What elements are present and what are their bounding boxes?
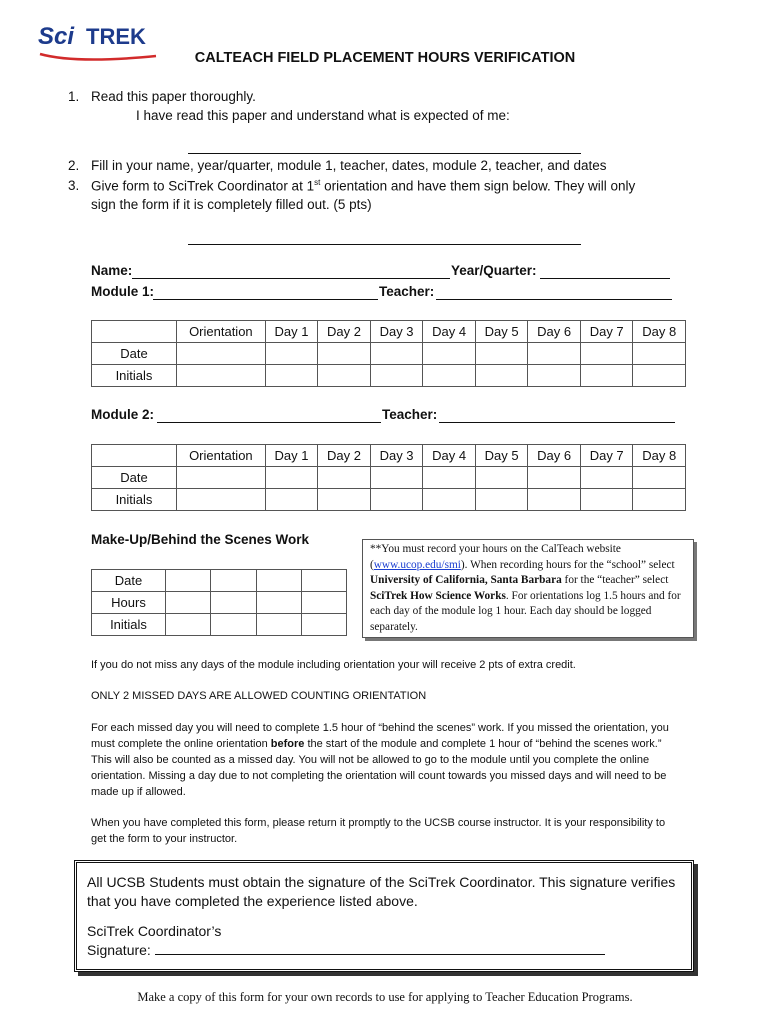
calteach-link[interactable]: www.ucop.edu/smi bbox=[373, 558, 461, 571]
table-cell[interactable] bbox=[580, 489, 633, 511]
signature-box bbox=[74, 860, 694, 972]
header-day-4: Day 4 bbox=[423, 445, 476, 467]
extra-credit-text: If you do not miss any days of the module including orientation your will receive 2 pts of extra credit. bbox=[91, 659, 576, 671]
name-label: Name: bbox=[91, 263, 133, 278]
missed-bold: before bbox=[270, 738, 305, 750]
table-cell[interactable] bbox=[475, 467, 528, 489]
table-cell[interactable] bbox=[423, 467, 476, 489]
note-text-1: **You must record your hours on the CalTeach website ( bbox=[370, 543, 621, 571]
signature-label: Signature: bbox=[87, 942, 151, 958]
item-2-text: Fill in your name, year/quarter, module 1, teacher, dates, module 2, teacher, and dates bbox=[91, 158, 607, 173]
table-cell[interactable] bbox=[211, 570, 256, 592]
table-cell[interactable] bbox=[580, 343, 633, 365]
table-row bbox=[92, 614, 347, 636]
name-field[interactable] bbox=[132, 278, 450, 279]
table-cell[interactable] bbox=[528, 467, 581, 489]
table-cell[interactable] bbox=[370, 467, 423, 489]
item-3-number: 3. bbox=[68, 178, 80, 193]
table-cell[interactable] bbox=[166, 614, 211, 636]
table-cell[interactable] bbox=[265, 489, 318, 511]
table-row bbox=[92, 570, 347, 592]
row-label-date: Date bbox=[92, 570, 166, 592]
table-cell[interactable] bbox=[318, 467, 371, 489]
module-1-label: Module 1: bbox=[91, 284, 154, 299]
header-day-7: Day 7 bbox=[580, 321, 633, 343]
footer-text: Make a copy of this form for your own records to use for applying to Teacher Education Programs. bbox=[137, 990, 633, 1004]
table-cell[interactable] bbox=[256, 570, 301, 592]
table-cell[interactable] bbox=[177, 343, 266, 365]
logo-trek: TREK bbox=[86, 24, 146, 49]
teacher-2-label: Teacher: bbox=[382, 407, 438, 422]
signature-instructions: All UCSB Students must obtain the signature of the SciTrek Coordinator. This signature verifies that you have completed the experience listed above. bbox=[87, 874, 676, 909]
missed-day-paragraph bbox=[91, 720, 676, 800]
row-label-initials: Initials bbox=[92, 614, 166, 636]
header-day-4: Day 4 bbox=[423, 321, 476, 343]
row-label-hours: Hours bbox=[92, 592, 166, 614]
header-day-1: Day 1 bbox=[265, 321, 318, 343]
table-row bbox=[92, 365, 686, 387]
table-cell[interactable] bbox=[301, 592, 346, 614]
table-cell[interactable] bbox=[166, 592, 211, 614]
note-bold-school: University of California, Santa Barbara bbox=[370, 574, 562, 586]
table-row bbox=[92, 343, 686, 365]
row-label-date: Date bbox=[92, 343, 177, 365]
header-orientation: Orientation bbox=[177, 445, 266, 467]
row-label-initials: Initials bbox=[92, 489, 177, 511]
header-day-3: Day 3 bbox=[370, 321, 423, 343]
module-1-table bbox=[91, 320, 686, 387]
makeup-table bbox=[91, 569, 347, 636]
header-day-8: Day 8 bbox=[633, 321, 686, 343]
table-cell[interactable] bbox=[301, 614, 346, 636]
module-2-field[interactable] bbox=[157, 422, 381, 423]
page-title: CALTEACH FIELD PLACEMENT HOURS VERIFICATION bbox=[194, 50, 576, 66]
year-quarter-label: Year/Quarter: bbox=[451, 263, 537, 278]
table-cell[interactable] bbox=[265, 467, 318, 489]
table-cell[interactable] bbox=[177, 365, 266, 387]
table-cell[interactable] bbox=[580, 467, 633, 489]
table-row bbox=[92, 489, 686, 511]
row-label-date: Date bbox=[92, 467, 177, 489]
table-cell[interactable] bbox=[211, 592, 256, 614]
item-3-sup: st bbox=[314, 178, 321, 187]
table-cell[interactable] bbox=[423, 343, 476, 365]
header-orientation: Orientation bbox=[177, 321, 266, 343]
item-2-number: 2. bbox=[68, 158, 80, 173]
acknowledge-signature-line[interactable] bbox=[188, 153, 581, 154]
table-cell[interactable] bbox=[177, 467, 266, 489]
header-day-6: Day 6 bbox=[528, 321, 581, 343]
item-1-sub: I have read this paper and understand what is expected of me: bbox=[136, 108, 510, 123]
item-3-text-c: sign the form if it is completely filled out. (5 pts) bbox=[91, 197, 372, 212]
header-day-3: Day 3 bbox=[370, 445, 423, 467]
module-2-label: Module 2: bbox=[91, 407, 154, 422]
table-cell[interactable] bbox=[633, 489, 686, 511]
table-cell[interactable] bbox=[423, 489, 476, 511]
table-cell[interactable] bbox=[475, 489, 528, 511]
year-quarter-field[interactable] bbox=[540, 278, 670, 279]
table-cell[interactable] bbox=[318, 489, 371, 511]
table-cell[interactable] bbox=[301, 570, 346, 592]
item-1-number: 1. bbox=[68, 89, 80, 104]
calteach-note bbox=[362, 539, 694, 638]
table-corner-cell bbox=[92, 445, 177, 467]
item-3-text bbox=[91, 178, 635, 194]
return-paragraph: When you have completed this form, please return it promptly to the UCSB course instructor. It is your responsibility to get the form to your instructor. bbox=[91, 817, 666, 845]
table-cell[interactable] bbox=[528, 343, 581, 365]
table-cell[interactable] bbox=[256, 614, 301, 636]
teacher-1-field[interactable] bbox=[436, 299, 672, 300]
table-cell[interactable] bbox=[265, 365, 318, 387]
table-header-row bbox=[92, 321, 686, 343]
makeup-heading: Make-Up/Behind the Scenes Work bbox=[91, 532, 310, 547]
coordinator-label: SciTrek Coordinator’s bbox=[87, 923, 222, 939]
header-day-5: Day 5 bbox=[475, 321, 528, 343]
item-3-text-b: orientation and have them sign below. They will only bbox=[320, 178, 636, 194]
table-cell[interactable] bbox=[166, 570, 211, 592]
table-cell[interactable] bbox=[580, 365, 633, 387]
table-cell[interactable] bbox=[633, 343, 686, 365]
header-day-5: Day 5 bbox=[475, 445, 528, 467]
teacher-2-field[interactable] bbox=[439, 422, 675, 423]
row-label-initials: Initials bbox=[92, 365, 177, 387]
note-bold-teacher: SciTrek How Science Works bbox=[370, 589, 506, 602]
header-day-2: Day 2 bbox=[318, 321, 371, 343]
teacher-1-label: Teacher: bbox=[379, 284, 435, 299]
header-day-8: Day 8 bbox=[633, 445, 686, 467]
item-3-text-a: Give form to SciTrek Coordinator at 1 bbox=[91, 178, 315, 194]
table-cell[interactable] bbox=[423, 365, 476, 387]
table-cell[interactable] bbox=[370, 489, 423, 511]
signature-row bbox=[87, 941, 681, 960]
table-corner-cell bbox=[92, 321, 177, 343]
student-signature-line[interactable] bbox=[188, 244, 581, 245]
header-day-1: Day 1 bbox=[265, 445, 318, 467]
table-cell[interactable] bbox=[633, 365, 686, 387]
table-cell[interactable] bbox=[528, 365, 581, 387]
missed-days-text: ONLY 2 MISSED DAYS ARE ALLOWED COUNTING ORIENTATION bbox=[91, 690, 427, 702]
table-cell[interactable] bbox=[256, 592, 301, 614]
header-day-7: Day 7 bbox=[580, 445, 633, 467]
table-row bbox=[92, 467, 686, 489]
table-cell[interactable] bbox=[528, 489, 581, 511]
missed-text-b: the start of the module and complete 1 hour of “behind the scenes work.” This will also be counted as a missed day. You will not be allowed to go to the module until you complete the online orientation. Missing a day due to not completing the orientation will count towards you missed days and will need to be made up if allowed. bbox=[91, 738, 667, 798]
note-text-2: ). When recording hours for the “school” select bbox=[460, 558, 675, 571]
note-text-4: . For orientations log 1.5 hours and for each day of the module log 1 hour. Each day should be logged separately. bbox=[370, 589, 681, 633]
missed-text-a: For each missed day you will need to complete 1.5 hour of “behind the scenes” work. If you missed the orientation, you must complete the online orientation bbox=[91, 722, 669, 750]
table-cell[interactable] bbox=[475, 343, 528, 365]
table-cell[interactable] bbox=[318, 365, 371, 387]
logo-sci: Sci bbox=[38, 23, 75, 50]
module-2-table bbox=[91, 444, 686, 511]
header-day-2: Day 2 bbox=[318, 445, 371, 467]
table-cell[interactable] bbox=[633, 467, 686, 489]
table-cell[interactable] bbox=[370, 365, 423, 387]
table-row bbox=[92, 592, 347, 614]
note-text-3: for the “teacher” select bbox=[561, 574, 669, 586]
table-cell[interactable] bbox=[211, 614, 256, 636]
item-1-text: Read this paper thoroughly. bbox=[91, 89, 256, 104]
table-cell[interactable] bbox=[318, 343, 371, 365]
coordinator-signature-field[interactable] bbox=[155, 942, 605, 955]
table-cell[interactable] bbox=[265, 343, 318, 365]
header-day-6: Day 6 bbox=[528, 445, 581, 467]
table-cell[interactable] bbox=[370, 343, 423, 365]
table-cell[interactable] bbox=[177, 489, 266, 511]
table-cell[interactable] bbox=[475, 365, 528, 387]
table-header-row bbox=[92, 445, 686, 467]
module-1-field[interactable] bbox=[153, 299, 378, 300]
